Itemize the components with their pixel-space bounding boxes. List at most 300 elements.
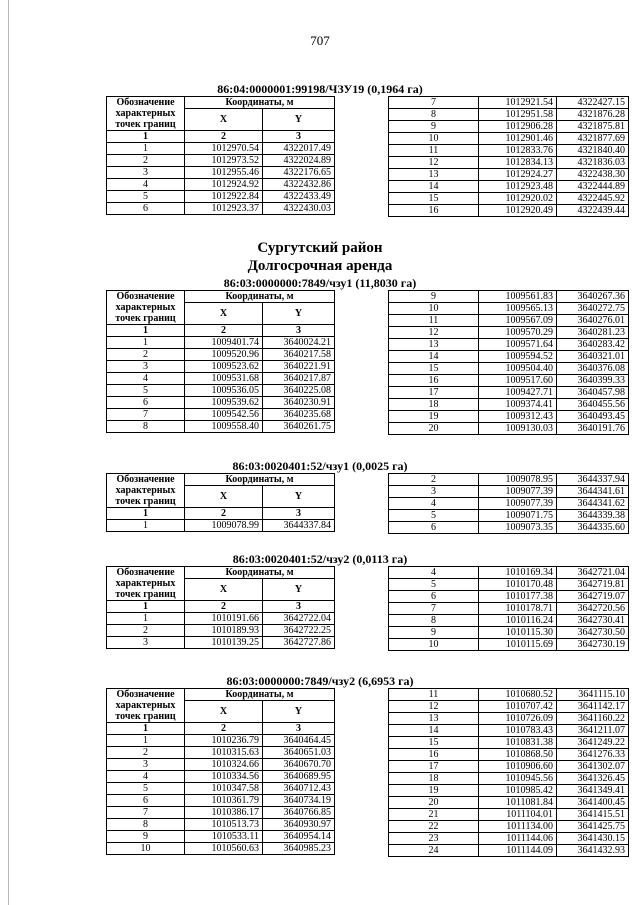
coord-y: 3640954.14 xyxy=(263,831,335,843)
coord-y: 3642730.19 xyxy=(557,639,629,651)
table-row xyxy=(389,375,629,387)
coord-y: 4322427.15 xyxy=(557,97,629,109)
point-number: 14 xyxy=(389,181,479,193)
table-row xyxy=(389,387,629,399)
district-title: Сургутский район xyxy=(257,240,383,256)
coord-y: 3640281.23 xyxy=(557,327,629,339)
table-row xyxy=(107,397,335,409)
table-row xyxy=(107,373,335,385)
point-number: 23 xyxy=(389,833,479,845)
point-number: 12 xyxy=(389,701,479,713)
header-col-number: 2 xyxy=(185,325,263,337)
coord-x: 1009531.68 xyxy=(185,373,263,385)
point-number: 4 xyxy=(107,373,185,385)
coord-y: 3642722.04 xyxy=(263,613,335,625)
coord-y: 3640230.91 xyxy=(263,397,335,409)
point-number: 8 xyxy=(107,421,185,433)
coord-x: 1009077.39 xyxy=(479,486,557,498)
header-coords-label: Координаты, м xyxy=(185,689,335,701)
table-row xyxy=(107,625,335,637)
table-row xyxy=(389,157,629,169)
coord-x: 1009312.43 xyxy=(479,411,557,423)
coord-x: 1009571.64 xyxy=(479,339,557,351)
point-number: 21 xyxy=(389,809,479,821)
coord-y: 3640024.21 xyxy=(263,337,335,349)
coord-x: 1009539.62 xyxy=(185,397,263,409)
point-number: 20 xyxy=(389,423,479,435)
coord-x: 1012923.48 xyxy=(479,181,557,193)
header-col-number: 3 xyxy=(263,131,335,143)
header-col-number: 1 xyxy=(107,131,185,143)
point-number: 5 xyxy=(107,385,185,397)
coord-y: 3640985.23 xyxy=(263,843,335,855)
point-number: 1 xyxy=(107,143,185,155)
header-x-label: X xyxy=(185,579,263,601)
coord-x: 1012924.92 xyxy=(185,179,263,191)
coord-y: 3644337.84 xyxy=(263,520,335,532)
header-col-number: 1 xyxy=(107,601,185,613)
table-row xyxy=(389,845,629,857)
table-row xyxy=(389,486,629,498)
table-row xyxy=(107,783,335,795)
point-number: 2 xyxy=(389,474,479,486)
coord-x: 1012901.46 xyxy=(479,133,557,145)
coords-table-right xyxy=(388,290,629,435)
coord-y: 4321877.69 xyxy=(557,133,629,145)
table-row xyxy=(389,773,629,785)
table-row xyxy=(107,409,335,421)
coord-x: 1010361.79 xyxy=(185,795,263,807)
coord-y: 3640766.85 xyxy=(263,807,335,819)
coord-y: 3641349.41 xyxy=(557,785,629,797)
point-number: 5 xyxy=(107,783,185,795)
coord-x: 1009374.41 xyxy=(479,399,557,411)
coord-y: 3640651.03 xyxy=(263,747,335,759)
coord-x: 1010236.79 xyxy=(185,735,263,747)
point-number: 5 xyxy=(107,191,185,203)
coord-x: 1010334.56 xyxy=(185,771,263,783)
coord-x: 1010177.38 xyxy=(479,591,557,603)
header-point-label: Обозначение характерных точек границ xyxy=(107,474,185,508)
coord-x: 1009427.71 xyxy=(479,387,557,399)
coord-y: 3640261.75 xyxy=(263,421,335,433)
table-row xyxy=(389,351,629,363)
coord-y: 3642719.07 xyxy=(557,591,629,603)
point-number: 15 xyxy=(389,193,479,205)
coord-y: 3640493.45 xyxy=(557,411,629,423)
coord-y: 3642720.56 xyxy=(557,603,629,615)
coord-y: 3644337.94 xyxy=(557,474,629,486)
coords-table-right xyxy=(388,566,629,651)
point-number: 3 xyxy=(389,486,479,498)
table-row xyxy=(389,193,629,205)
table-row xyxy=(107,191,335,203)
coord-y: 3641211.07 xyxy=(557,725,629,737)
coord-x: 1010347.58 xyxy=(185,783,263,795)
coord-y: 3640712.43 xyxy=(263,783,335,795)
coord-y: 3641160.22 xyxy=(557,713,629,725)
parcel-title: 86:04:0000001:99198/ЧЗУ19 (0,1964 га) xyxy=(217,82,423,96)
table-row xyxy=(389,399,629,411)
coord-y: 3640399.33 xyxy=(557,375,629,387)
coord-x: 1009542.56 xyxy=(185,409,263,421)
header-col-number: 3 xyxy=(263,325,335,337)
header-col-number: 3 xyxy=(263,601,335,613)
coord-y: 3641249.22 xyxy=(557,737,629,749)
table-row xyxy=(107,759,335,771)
coord-y: 3641430.15 xyxy=(557,833,629,845)
point-number: 1 xyxy=(107,520,185,532)
coord-x: 1009073.35 xyxy=(479,522,557,534)
point-number: 9 xyxy=(389,291,479,303)
coord-x: 1010324.66 xyxy=(185,759,263,771)
table-row xyxy=(107,349,335,361)
coord-x: 1010178.71 xyxy=(479,603,557,615)
coord-x: 1011081.84 xyxy=(479,797,557,809)
header-x-label: X xyxy=(185,701,263,723)
table-row xyxy=(389,567,629,579)
point-number: 15 xyxy=(389,737,479,749)
coord-y: 3641425.75 xyxy=(557,821,629,833)
table-row xyxy=(107,831,335,843)
table-row xyxy=(107,819,335,831)
point-number: 2 xyxy=(107,349,185,361)
coord-y: 4322445.92 xyxy=(557,193,629,205)
table-row xyxy=(107,771,335,783)
coord-y: 4322176.65 xyxy=(263,167,335,179)
coord-y: 3642730.50 xyxy=(557,627,629,639)
coord-x: 1010169.34 xyxy=(479,567,557,579)
coord-x: 1012833.76 xyxy=(479,145,557,157)
table-row xyxy=(389,737,629,749)
point-number: 2 xyxy=(107,155,185,167)
coord-y: 3640272.75 xyxy=(557,303,629,315)
point-number: 7 xyxy=(389,603,479,615)
table-row xyxy=(389,411,629,423)
point-number: 15 xyxy=(389,363,479,375)
header-coords-label: Координаты, м xyxy=(185,97,335,109)
table-row xyxy=(107,613,335,625)
table-row xyxy=(389,701,629,713)
point-number: 2 xyxy=(107,625,185,637)
parcel-title: 86:03:0000000:7849/чзу1 (11,8030 га) xyxy=(223,276,417,290)
coord-y: 3640235.68 xyxy=(263,409,335,421)
point-number: 8 xyxy=(389,109,479,121)
point-number: 3 xyxy=(107,637,185,649)
header-col-number: 3 xyxy=(263,723,335,735)
coord-x: 1010386.17 xyxy=(185,807,263,819)
point-number: 13 xyxy=(389,169,479,181)
table-row xyxy=(389,522,629,534)
coord-y: 3641302.07 xyxy=(557,761,629,773)
coord-y: 3640217.58 xyxy=(263,349,335,361)
coord-x: 1009594.52 xyxy=(479,351,557,363)
table-row xyxy=(389,797,629,809)
table-row xyxy=(389,205,629,217)
coord-x: 1010945.56 xyxy=(479,773,557,785)
point-number: 10 xyxy=(389,133,479,145)
table-row xyxy=(107,361,335,373)
coord-x: 1009078.99 xyxy=(185,520,263,532)
header-coords-label: Координаты, м xyxy=(185,291,335,303)
table-row xyxy=(389,510,629,522)
coord-x: 1010906.60 xyxy=(479,761,557,773)
coord-x: 1010513.73 xyxy=(185,819,263,831)
point-number: 11 xyxy=(389,315,479,327)
header-col-number: 2 xyxy=(185,131,263,143)
header-point-label: Обозначение характерных точек границ xyxy=(107,689,185,723)
coords-table-left xyxy=(106,290,335,433)
point-number: 19 xyxy=(389,411,479,423)
point-number: 16 xyxy=(389,375,479,387)
coord-y: 4321840.40 xyxy=(557,145,629,157)
point-number: 9 xyxy=(389,121,479,133)
header-col-number: 2 xyxy=(185,723,263,735)
coords-table-left xyxy=(106,473,335,532)
header-y-label: Y xyxy=(263,486,335,508)
coord-y: 4321876.28 xyxy=(557,109,629,121)
coord-y: 3642722.25 xyxy=(263,625,335,637)
coord-x: 1010560.63 xyxy=(185,843,263,855)
table-row xyxy=(389,761,629,773)
coord-y: 3640221.91 xyxy=(263,361,335,373)
coord-x: 1011144.09 xyxy=(479,845,557,857)
point-number: 12 xyxy=(389,157,479,169)
coords-table-right xyxy=(388,473,629,534)
table-row xyxy=(389,809,629,821)
coord-y: 3640376.08 xyxy=(557,363,629,375)
coord-y: 3641415.51 xyxy=(557,809,629,821)
coord-x: 1012924.27 xyxy=(479,169,557,181)
table-row xyxy=(389,749,629,761)
header-col-number: 3 xyxy=(263,508,335,520)
table-row xyxy=(389,713,629,725)
table-row xyxy=(389,591,629,603)
point-number: 22 xyxy=(389,821,479,833)
point-number: 6 xyxy=(107,795,185,807)
point-number: 17 xyxy=(389,387,479,399)
coord-x: 1012834.13 xyxy=(479,157,557,169)
point-number: 18 xyxy=(389,773,479,785)
table-row xyxy=(389,833,629,845)
table-row xyxy=(107,637,335,649)
header-y-label: Y xyxy=(263,701,335,723)
point-number: 7 xyxy=(107,807,185,819)
header-coords-label: Координаты, м xyxy=(185,567,335,579)
coord-x: 1009523.62 xyxy=(185,361,263,373)
point-number: 5 xyxy=(389,510,479,522)
coord-x: 1009558.40 xyxy=(185,421,263,433)
coord-y: 4322444.89 xyxy=(557,181,629,193)
coord-x: 1009401.74 xyxy=(185,337,263,349)
coord-x: 1009077.39 xyxy=(479,498,557,510)
table-row xyxy=(107,795,335,807)
header-x-label: X xyxy=(185,303,263,325)
coord-y: 3644339.38 xyxy=(557,510,629,522)
coord-y: 4322439.44 xyxy=(557,205,629,217)
point-number: 9 xyxy=(389,627,479,639)
coord-y: 4322017.49 xyxy=(263,143,335,155)
point-number: 8 xyxy=(389,615,479,627)
coords-table-right xyxy=(388,688,629,857)
header-y-label: Y xyxy=(263,109,335,131)
point-number: 6 xyxy=(389,591,479,603)
coord-y: 4321836.03 xyxy=(557,157,629,169)
coord-x: 1009071.75 xyxy=(479,510,557,522)
coord-x: 1010115.30 xyxy=(479,627,557,639)
point-number: 6 xyxy=(107,203,185,215)
coord-x: 1009565.13 xyxy=(479,303,557,315)
point-number: 24 xyxy=(389,845,479,857)
coord-x: 1011134.00 xyxy=(479,821,557,833)
table-row xyxy=(389,579,629,591)
parcel-title: 86:03:0020401:52/чзу1 (0,0025 га) xyxy=(232,459,408,473)
scan-edge-line xyxy=(8,0,9,905)
coord-y: 3640225.08 xyxy=(263,385,335,397)
table-row xyxy=(389,291,629,303)
coord-y: 3642730.41 xyxy=(557,615,629,627)
coord-x: 1009130.03 xyxy=(479,423,557,435)
table-row xyxy=(107,843,335,855)
point-number: 11 xyxy=(389,689,479,701)
table-row xyxy=(389,423,629,435)
header-point-label: Обозначение характерных точек границ xyxy=(107,291,185,325)
coord-x: 1012920.02 xyxy=(479,193,557,205)
coord-x: 1010707.42 xyxy=(479,701,557,713)
table-row xyxy=(389,169,629,181)
header-coords-label: Координаты, м xyxy=(185,474,335,486)
coord-x: 1010139.25 xyxy=(185,637,263,649)
table-row xyxy=(107,155,335,167)
header-col-number: 1 xyxy=(107,325,185,337)
header-col-number: 1 xyxy=(107,508,185,520)
coord-x: 1010726.09 xyxy=(479,713,557,725)
coord-x: 1010315.63 xyxy=(185,747,263,759)
coord-x: 1010115.69 xyxy=(479,639,557,651)
table-row xyxy=(389,639,629,651)
coord-x: 1010189.93 xyxy=(185,625,263,637)
coord-y: 3640276.01 xyxy=(557,315,629,327)
table-row xyxy=(389,821,629,833)
table-row xyxy=(389,339,629,351)
coord-y: 3644335.60 xyxy=(557,522,629,534)
coord-y: 3642721.04 xyxy=(557,567,629,579)
point-number: 20 xyxy=(389,797,479,809)
table-row xyxy=(389,363,629,375)
point-number: 1 xyxy=(107,337,185,349)
header-col-number: 2 xyxy=(185,508,263,520)
coords-table-left xyxy=(106,96,335,215)
point-number: 2 xyxy=(107,747,185,759)
coord-x: 1010680.52 xyxy=(479,689,557,701)
table-row xyxy=(389,315,629,327)
coord-y: 3641276.33 xyxy=(557,749,629,761)
table-row xyxy=(107,807,335,819)
coord-y: 3641115.10 xyxy=(557,689,629,701)
table-row xyxy=(389,327,629,339)
coord-x: 1009536.05 xyxy=(185,385,263,397)
coord-y: 3640455.56 xyxy=(557,399,629,411)
table-row xyxy=(107,337,335,349)
coord-y: 3641326.45 xyxy=(557,773,629,785)
coord-y: 3640267.36 xyxy=(557,291,629,303)
coord-y: 4322024.89 xyxy=(263,155,335,167)
coord-y: 4322433.49 xyxy=(263,191,335,203)
table-row xyxy=(389,97,629,109)
table-row xyxy=(389,689,629,701)
point-number: 16 xyxy=(389,205,479,217)
coord-x: 1009520.96 xyxy=(185,349,263,361)
point-number: 17 xyxy=(389,761,479,773)
point-number: 6 xyxy=(389,522,479,534)
table-row xyxy=(107,747,335,759)
table-row xyxy=(107,520,335,532)
table-row xyxy=(389,498,629,510)
point-number: 4 xyxy=(107,179,185,191)
coord-x: 1011144.06 xyxy=(479,833,557,845)
coord-y: 3640464.45 xyxy=(263,735,335,747)
coord-x: 1011104.01 xyxy=(479,809,557,821)
coord-x: 1010783.43 xyxy=(479,725,557,737)
coord-y: 3640457.98 xyxy=(557,387,629,399)
table-row xyxy=(389,627,629,639)
table-row xyxy=(107,735,335,747)
coord-y: 3640217.87 xyxy=(263,373,335,385)
coord-y: 3640734.19 xyxy=(263,795,335,807)
coord-x: 1009570.29 xyxy=(479,327,557,339)
table-row xyxy=(389,109,629,121)
point-number: 4 xyxy=(389,567,479,579)
coord-y: 3640689.95 xyxy=(263,771,335,783)
point-number: 14 xyxy=(389,351,479,363)
point-number: 6 xyxy=(107,397,185,409)
coord-x: 1009561.83 xyxy=(479,291,557,303)
point-number: 5 xyxy=(389,579,479,591)
header-point-label: Обозначение характерных точек границ xyxy=(107,567,185,601)
coord-x: 1012973.52 xyxy=(185,155,263,167)
point-number: 7 xyxy=(389,97,479,109)
table-row xyxy=(107,421,335,433)
point-number: 10 xyxy=(107,843,185,855)
coord-y: 3642727.86 xyxy=(263,637,335,649)
table-row xyxy=(389,181,629,193)
table-row xyxy=(389,145,629,157)
coord-x: 1010831.38 xyxy=(479,737,557,749)
point-number: 19 xyxy=(389,785,479,797)
coord-y: 3644341.61 xyxy=(557,486,629,498)
coord-y: 3640191.76 xyxy=(557,423,629,435)
coords-table-left xyxy=(106,566,335,649)
point-number: 3 xyxy=(107,167,185,179)
coord-x: 1010116.24 xyxy=(479,615,557,627)
table-row xyxy=(107,143,335,155)
coord-x: 1012922.84 xyxy=(185,191,263,203)
table-row xyxy=(389,121,629,133)
parcel-title: 86:03:0020401:52/чзу2 (0,0113 га) xyxy=(232,552,408,566)
table-row xyxy=(107,179,335,191)
coord-y: 4322430.03 xyxy=(263,203,335,215)
coord-y: 3640670.70 xyxy=(263,759,335,771)
point-number: 16 xyxy=(389,749,479,761)
coord-y: 3644341.62 xyxy=(557,498,629,510)
coord-y: 3640930.97 xyxy=(263,819,335,831)
point-number: 10 xyxy=(389,639,479,651)
point-number: 8 xyxy=(107,819,185,831)
table-row xyxy=(107,203,335,215)
header-col-number: 2 xyxy=(185,601,263,613)
header-y-label: Y xyxy=(263,579,335,601)
point-number: 13 xyxy=(389,339,479,351)
